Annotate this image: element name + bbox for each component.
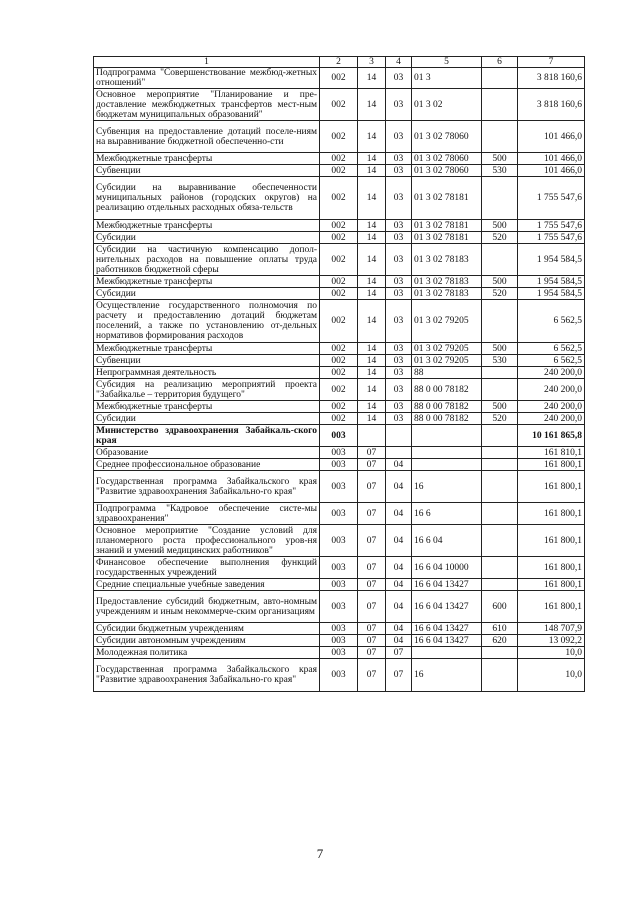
table-row <box>94 659 585 692</box>
row-expense-type-cell <box>482 525 518 557</box>
row-code-cell: 002 <box>320 401 358 413</box>
row-target-cell <box>412 447 482 459</box>
row-section-cell: 14 <box>358 379 386 401</box>
table-row <box>94 425 585 447</box>
table-row <box>94 525 585 557</box>
row-expense-type-cell <box>482 557 518 579</box>
table-row <box>94 355 585 367</box>
table-body <box>94 57 585 692</box>
row-name-cell: Субсидии на частичную компенсацию допол-нительных расходов на повышение оплаты труда работников бюджетной сферы <box>94 244 320 276</box>
row-amount-cell: 1 954 584,5 <box>518 276 585 288</box>
row-section-cell: 14 <box>358 220 386 232</box>
row-amount-cell: 240 200,0 <box>518 413 585 425</box>
row-amount-cell: 101 466,0 <box>518 121 585 153</box>
column-header: 4 <box>386 57 412 68</box>
row-amount-cell: 101 466,0 <box>518 153 585 165</box>
table-row <box>94 459 585 471</box>
table-row <box>94 579 585 591</box>
row-name-cell: Осуществление государственного полномочия по расчету и предоставлению дотаций бюджетам поселений, а также по установлению от-дельных нормативов формирования расходов <box>94 300 320 343</box>
row-target-cell: 01 3 02 79205 <box>412 355 482 367</box>
row-code-cell: 003 <box>320 471 358 503</box>
table-row <box>94 177 585 220</box>
row-amount-cell: 13 092,2 <box>518 635 585 647</box>
row-section-cell: 07 <box>358 647 386 659</box>
row-section-cell: 14 <box>358 343 386 355</box>
row-amount-cell: 240 200,0 <box>518 401 585 413</box>
row-subsection-cell: 03 <box>386 355 412 367</box>
row-name-cell: Государственная программа Забайкальского края "Развитие здравоохранения Забайкально-го края" <box>94 659 320 692</box>
table-row <box>94 343 585 355</box>
table-row <box>94 89 585 121</box>
row-amount-cell: 10 161 865,8 <box>518 425 585 447</box>
row-section-cell: 07 <box>358 659 386 692</box>
row-expense-type-cell <box>482 447 518 459</box>
row-amount-cell: 161 800,1 <box>518 591 585 623</box>
column-header: 3 <box>358 57 386 68</box>
table-row <box>94 647 585 659</box>
row-section-cell: 07 <box>358 471 386 503</box>
row-code-cell: 003 <box>320 659 358 692</box>
row-target-cell: 16 6 04 13427 <box>412 635 482 647</box>
table-row <box>94 300 585 343</box>
row-section-cell: 07 <box>358 635 386 647</box>
row-section-cell: 07 <box>358 447 386 459</box>
row-target-cell: 16 6 04 13427 <box>412 591 482 623</box>
row-code-cell: 002 <box>320 276 358 288</box>
row-section-cell: 14 <box>358 244 386 276</box>
row-target-cell: 88 0 00 78182 <box>412 401 482 413</box>
row-subsection-cell: 04 <box>386 579 412 591</box>
row-code-cell: 002 <box>320 379 358 401</box>
row-subsection-cell: 03 <box>386 232 412 244</box>
row-code-cell: 003 <box>320 525 358 557</box>
table-row <box>94 623 585 635</box>
row-expense-type-cell: 520 <box>482 413 518 425</box>
row-amount-cell: 1 755 547,6 <box>518 232 585 244</box>
row-amount-cell: 6 562,5 <box>518 343 585 355</box>
row-expense-type-cell <box>482 68 518 89</box>
row-expense-type-cell <box>482 425 518 447</box>
row-subsection-cell: 03 <box>386 367 412 379</box>
row-subsection-cell: 03 <box>386 379 412 401</box>
row-amount-cell: 1 954 584,5 <box>518 244 585 276</box>
row-expense-type-cell: 500 <box>482 153 518 165</box>
row-name-cell: Средние специальные учебные заведения <box>94 579 320 591</box>
row-target-cell: 16 6 04 10000 <box>412 557 482 579</box>
row-expense-type-cell: 610 <box>482 623 518 635</box>
row-code-cell: 002 <box>320 89 358 121</box>
table-row <box>94 244 585 276</box>
table-row <box>94 276 585 288</box>
row-target-cell: 88 0 00 78182 <box>412 379 482 401</box>
row-code-cell: 002 <box>320 367 358 379</box>
table-row <box>94 503 585 525</box>
row-target-cell: 01 3 02 78183 <box>412 244 482 276</box>
row-section-cell: 14 <box>358 165 386 177</box>
row-target-cell: 16 <box>412 471 482 503</box>
row-code-cell: 002 <box>320 220 358 232</box>
row-amount-cell: 10,0 <box>518 647 585 659</box>
row-code-cell: 003 <box>320 425 358 447</box>
row-section-cell: 07 <box>358 579 386 591</box>
row-name-cell: Среднее профессиональное образование <box>94 459 320 471</box>
row-subsection-cell: 03 <box>386 89 412 121</box>
row-name-cell: Подпрограмма "Совершенствование межбюд-жетных отношений" <box>94 68 320 89</box>
row-code-cell: 002 <box>320 232 358 244</box>
row-subsection-cell: 07 <box>386 659 412 692</box>
row-name-cell: Непрограммная деятельность <box>94 367 320 379</box>
row-expense-type-cell <box>482 300 518 343</box>
row-subsection-cell: 04 <box>386 557 412 579</box>
row-subsection-cell <box>386 425 412 447</box>
row-subsection-cell: 03 <box>386 288 412 300</box>
column-header: 6 <box>482 57 518 68</box>
row-expense-type-cell <box>482 503 518 525</box>
row-name-cell: Основное мероприятие "Создание условий для планомерного роста профессионального уров-ня знаний и умений медицинских работников" <box>94 525 320 557</box>
row-expense-type-cell <box>482 659 518 692</box>
row-amount-cell: 3 818 160,6 <box>518 89 585 121</box>
row-code-cell: 002 <box>320 153 358 165</box>
row-subsection-cell: 04 <box>386 471 412 503</box>
row-code-cell: 003 <box>320 503 358 525</box>
row-expense-type-cell <box>482 367 518 379</box>
row-expense-type-cell <box>482 89 518 121</box>
row-subsection-cell: 04 <box>386 623 412 635</box>
table-row <box>94 471 585 503</box>
row-amount-cell: 1 954 584,5 <box>518 288 585 300</box>
row-target-cell: 01 3 02 78181 <box>412 232 482 244</box>
row-amount-cell: 161 800,1 <box>518 459 585 471</box>
budget-table <box>93 56 585 692</box>
row-target-cell: 01 3 02 78181 <box>412 220 482 232</box>
row-subsection-cell: 03 <box>386 177 412 220</box>
row-subsection-cell: 07 <box>386 647 412 659</box>
row-target-cell: 01 3 02 78060 <box>412 121 482 153</box>
row-target-cell: 16 6 04 13427 <box>412 579 482 591</box>
table-row <box>94 401 585 413</box>
row-target-cell: 88 <box>412 367 482 379</box>
row-section-cell: 14 <box>358 355 386 367</box>
row-target-cell: 01 3 02 78060 <box>412 165 482 177</box>
row-name-cell: Субсидии бюджетным учреждениям <box>94 623 320 635</box>
row-name-cell: Предоставление субсидий бюджетным, авто-номным учреждениям и иным некоммерче-ским организациям <box>94 591 320 623</box>
row-amount-cell: 161 800,1 <box>518 557 585 579</box>
row-expense-type-cell: 530 <box>482 165 518 177</box>
row-section-cell: 14 <box>358 288 386 300</box>
row-subsection-cell: 04 <box>386 525 412 557</box>
row-amount-cell: 161 800,1 <box>518 503 585 525</box>
row-section-cell: 14 <box>358 153 386 165</box>
row-amount-cell: 10,0 <box>518 659 585 692</box>
table-row <box>94 591 585 623</box>
row-target-cell: 01 3 02 78060 <box>412 153 482 165</box>
table-row <box>94 288 585 300</box>
row-target-cell: 01 3 <box>412 68 482 89</box>
row-amount-cell: 161 810,1 <box>518 447 585 459</box>
row-code-cell: 003 <box>320 635 358 647</box>
row-code-cell: 003 <box>320 647 358 659</box>
row-target-cell: 01 3 02 78183 <box>412 276 482 288</box>
row-expense-type-cell: 500 <box>482 220 518 232</box>
row-name-cell: Субсидии <box>94 232 320 244</box>
row-section-cell: 07 <box>358 591 386 623</box>
row-code-cell: 003 <box>320 591 358 623</box>
row-amount-cell: 1 755 547,6 <box>518 177 585 220</box>
row-section-cell: 14 <box>358 232 386 244</box>
row-subsection-cell: 03 <box>386 413 412 425</box>
row-target-cell: 16 6 04 <box>412 525 482 557</box>
row-expense-type-cell <box>482 379 518 401</box>
row-code-cell: 003 <box>320 447 358 459</box>
row-subsection-cell: 03 <box>386 165 412 177</box>
row-name-cell: Межбюджетные трансферты <box>94 276 320 288</box>
table-row <box>94 413 585 425</box>
row-name-cell: Субсидии на выравнивание обеспеченности муниципальных районов (городских округов) на реализацию отдельных расходных обяза-тельств <box>94 177 320 220</box>
table-row <box>94 153 585 165</box>
row-subsection-cell: 03 <box>386 244 412 276</box>
row-code-cell: 002 <box>320 244 358 276</box>
row-target-cell: 88 0 00 78182 <box>412 413 482 425</box>
row-name-cell: Молодежная политика <box>94 647 320 659</box>
row-name-cell: Субсидия на реализацию мероприятий проекта "Забайкалье – территория будущего" <box>94 379 320 401</box>
row-section-cell: 07 <box>358 503 386 525</box>
row-subsection-cell: 04 <box>386 591 412 623</box>
row-code-cell: 002 <box>320 288 358 300</box>
row-target-cell <box>412 459 482 471</box>
row-name-cell: Государственная программа Забайкальского края "Развитие здравоохранения Забайкально-го края" <box>94 471 320 503</box>
table-row <box>94 121 585 153</box>
row-section-cell: 07 <box>358 623 386 635</box>
row-expense-type-cell <box>482 177 518 220</box>
row-target-cell <box>412 647 482 659</box>
row-expense-type-cell <box>482 121 518 153</box>
row-section-cell <box>358 425 386 447</box>
row-subsection-cell: 03 <box>386 276 412 288</box>
row-target-cell: 01 3 02 78181 <box>412 177 482 220</box>
row-code-cell: 003 <box>320 579 358 591</box>
row-subsection-cell: 03 <box>386 343 412 355</box>
row-section-cell: 14 <box>358 177 386 220</box>
row-code-cell: 002 <box>320 121 358 153</box>
row-name-cell: Субсидии <box>94 288 320 300</box>
row-name-cell: Министерство здравоохранения Забайкаль-ского края <box>94 425 320 447</box>
row-code-cell: 002 <box>320 343 358 355</box>
row-amount-cell: 6 562,5 <box>518 355 585 367</box>
row-subsection-cell <box>386 447 412 459</box>
row-section-cell: 14 <box>358 276 386 288</box>
row-section-cell: 14 <box>358 121 386 153</box>
row-name-cell: Межбюджетные трансферты <box>94 220 320 232</box>
row-amount-cell: 148 707,9 <box>518 623 585 635</box>
row-name-cell: Межбюджетные трансферты <box>94 401 320 413</box>
row-amount-cell: 3 818 160,6 <box>518 68 585 89</box>
row-expense-type-cell: 530 <box>482 355 518 367</box>
table-row <box>94 68 585 89</box>
table-row <box>94 447 585 459</box>
row-expense-type-cell <box>482 647 518 659</box>
column-header: 1 <box>94 57 320 68</box>
row-section-cell: 14 <box>358 300 386 343</box>
row-code-cell: 002 <box>320 300 358 343</box>
row-target-cell: 01 3 02 79205 <box>412 343 482 355</box>
row-code-cell: 002 <box>320 355 358 367</box>
row-amount-cell: 1 755 547,6 <box>518 220 585 232</box>
row-name-cell: Межбюджетные трансферты <box>94 343 320 355</box>
row-amount-cell: 240 200,0 <box>518 367 585 379</box>
row-target-cell: 16 <box>412 659 482 692</box>
row-subsection-cell: 03 <box>386 401 412 413</box>
row-expense-type-cell <box>482 471 518 503</box>
row-section-cell: 14 <box>358 401 386 413</box>
row-section-cell: 14 <box>358 89 386 121</box>
row-subsection-cell: 04 <box>386 459 412 471</box>
table-row <box>94 220 585 232</box>
column-header: 7 <box>518 57 585 68</box>
row-section-cell: 07 <box>358 557 386 579</box>
row-name-cell: Субсидии автономным учреждениям <box>94 635 320 647</box>
row-amount-cell: 161 800,1 <box>518 471 585 503</box>
row-target-cell: 16 6 <box>412 503 482 525</box>
row-target-cell: 01 3 02 79205 <box>412 300 482 343</box>
row-subsection-cell: 03 <box>386 153 412 165</box>
row-section-cell: 14 <box>358 367 386 379</box>
row-code-cell: 003 <box>320 557 358 579</box>
row-expense-type-cell <box>482 244 518 276</box>
row-code-cell: 002 <box>320 177 358 220</box>
table-row <box>94 557 585 579</box>
row-name-cell: Подпрограмма "Кадровое обеспечение систе-мы здравоохранения" <box>94 503 320 525</box>
row-name-cell: Межбюджетные трансферты <box>94 153 320 165</box>
row-amount-cell: 101 466,0 <box>518 165 585 177</box>
page-number: 7 <box>316 846 324 861</box>
row-expense-type-cell: 620 <box>482 635 518 647</box>
row-code-cell: 002 <box>320 165 358 177</box>
column-header: 5 <box>412 57 482 68</box>
row-amount-cell: 161 800,1 <box>518 525 585 557</box>
row-subsection-cell: 03 <box>386 300 412 343</box>
row-section-cell: 14 <box>358 68 386 89</box>
row-code-cell: 003 <box>320 459 358 471</box>
row-subsection-cell: 03 <box>386 68 412 89</box>
row-name-cell: Образование <box>94 447 320 459</box>
row-name-cell: Финансовое обеспечение выполнения функций государственных учреждений <box>94 557 320 579</box>
table-row <box>94 232 585 244</box>
row-subsection-cell: 03 <box>386 220 412 232</box>
table-row <box>94 635 585 647</box>
row-amount-cell: 161 800,1 <box>518 579 585 591</box>
row-section-cell: 14 <box>358 413 386 425</box>
row-expense-type-cell: 500 <box>482 343 518 355</box>
table-row <box>94 379 585 401</box>
column-header: 2 <box>320 57 358 68</box>
row-name-cell: Субвенция на предоставление дотаций поселе-ниям на выравнивание бюджетной обеспеченно-сти <box>94 121 320 153</box>
table-row <box>94 367 585 379</box>
row-name-cell: Субсидии <box>94 413 320 425</box>
row-subsection-cell: 03 <box>386 121 412 153</box>
row-target-cell <box>412 425 482 447</box>
row-code-cell: 002 <box>320 413 358 425</box>
row-subsection-cell: 04 <box>386 635 412 647</box>
table-row <box>94 165 585 177</box>
row-expense-type-cell <box>482 579 518 591</box>
row-target-cell: 01 3 02 <box>412 89 482 121</box>
row-expense-type-cell: 520 <box>482 288 518 300</box>
row-target-cell: 01 3 02 78183 <box>412 288 482 300</box>
table-header-row <box>94 57 585 68</box>
row-expense-type-cell: 500 <box>482 276 518 288</box>
row-amount-cell: 240 200,0 <box>518 379 585 401</box>
row-amount-cell: 6 562,5 <box>518 300 585 343</box>
row-expense-type-cell <box>482 459 518 471</box>
row-name-cell: Основное мероприятие "Планирование и пре-доставление межбюджетных трансфертов мест-ным бюджетам муниципальных образований" <box>94 89 320 121</box>
row-target-cell: 16 6 04 13427 <box>412 623 482 635</box>
row-code-cell: 002 <box>320 68 358 89</box>
row-expense-type-cell: 600 <box>482 591 518 623</box>
row-name-cell: Субвенции <box>94 355 320 367</box>
row-subsection-cell: 04 <box>386 503 412 525</box>
row-name-cell: Субвенции <box>94 165 320 177</box>
row-expense-type-cell: 520 <box>482 232 518 244</box>
row-section-cell: 07 <box>358 459 386 471</box>
row-expense-type-cell: 500 <box>482 401 518 413</box>
row-code-cell: 003 <box>320 623 358 635</box>
row-section-cell: 07 <box>358 525 386 557</box>
